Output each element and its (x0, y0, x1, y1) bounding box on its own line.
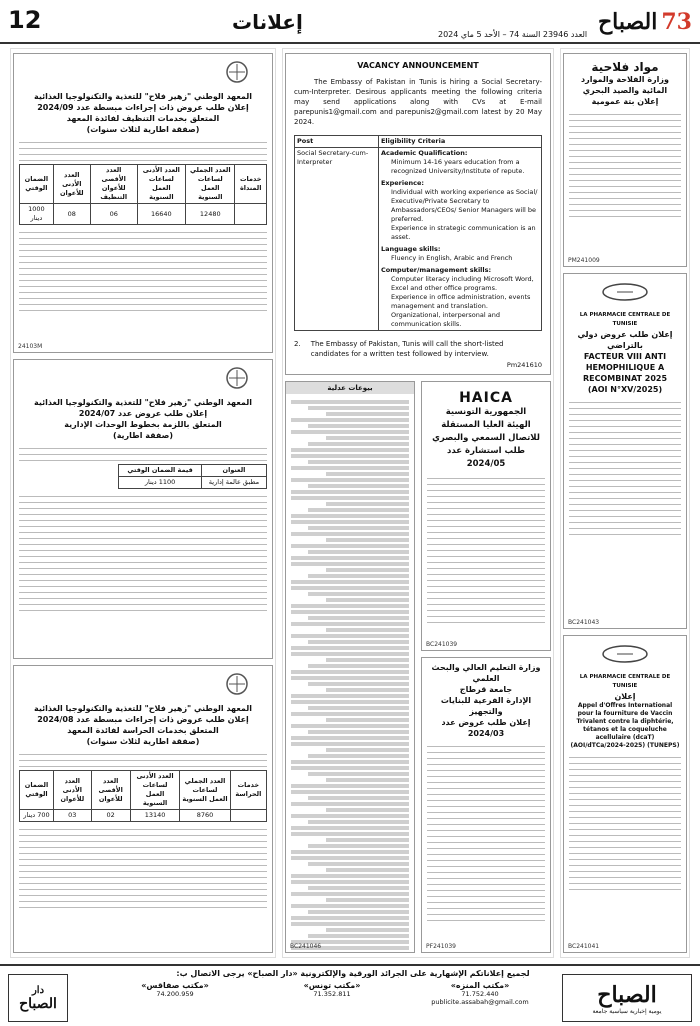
ad-subtitle: المتعلق بخدمات التنظيف لفائدة المعهد (66, 114, 220, 123)
criteria-item: Experience in strategic communication is an asset. (390, 224, 536, 241)
footer-logo-word: الصباح (597, 981, 657, 1008)
ad-subtitle: الهيئة العليا المستقلة للاتصال السمعي والبصري (432, 420, 540, 443)
ad-subtitle: إعلان طلب عروض ذات إجراءات مبسطة عدد 2024/09 (37, 103, 249, 112)
note-number: 2. (294, 340, 301, 348)
ad-reference: BC241043 (568, 619, 600, 626)
table-cell: 16640 (137, 204, 186, 225)
ad-reference: BC241039 (426, 641, 458, 648)
table-cell: 06 (90, 204, 137, 225)
ad-agricultural (563, 53, 687, 267)
office-sfax (100, 982, 250, 998)
table-header: خدمات المنداة (235, 165, 267, 204)
emblem-icon (207, 670, 267, 698)
ad-subtitle: (صفقة اطارية لثلاث سنوات) (86, 125, 200, 134)
sales-heading: بيوعات عدلية (286, 382, 414, 394)
ad-title: المعهد الوطني "زهير فلاح" للتغذية والتكنولوجيا الغذائية (34, 92, 252, 101)
logo2-word: الصباح (19, 995, 57, 1012)
criteria-item: Minimum 14-16 years education from a recognized University/Institute of repute. (390, 158, 525, 175)
table-header: العدد الأقصى للأعوان التنظيف (90, 165, 137, 204)
ad-body-text (19, 228, 267, 311)
table-header: العدد الأدنى للأعوان (54, 771, 92, 810)
table-header: Eligibility Criteria (378, 136, 541, 148)
criteria-heading: Academic Qualification: (380, 149, 468, 157)
pharmacie-logo-icon (595, 278, 655, 306)
ad-subtitle: (AOI/dTCa/2024-2025) (TUNEPS) (570, 742, 680, 749)
pharmacie-name: LA PHARMACIE CENTRALE DE TUNISIE (579, 674, 671, 689)
post-cell: Social Secretary-cum- Interpreter (295, 148, 379, 331)
office-menzah (410, 982, 550, 1006)
ad-subtitle: إعلان بتة عمومية (591, 97, 659, 106)
table-header: العدد الأدنى للأعوان (53, 165, 90, 204)
guarantee-table (118, 464, 267, 489)
ad-haica (421, 381, 551, 651)
table-cell: 12480 (186, 204, 235, 225)
table-header: العدد الجملي لساعات العمل السنوية (180, 771, 230, 810)
ad-subtitle: جامعة قرطاج (459, 685, 513, 694)
logo2-top: دار (31, 984, 45, 996)
table-cell: 08 (53, 204, 90, 225)
ad-subtitle: إعلان طلب عروض عدد 2024/07 (78, 409, 208, 418)
office-tunis (262, 982, 402, 998)
ad-reference: BC241041 (568, 943, 600, 950)
ad-institute-insurance (13, 359, 273, 659)
ad-reference: Pm241610 (506, 361, 542, 369)
table-cell: 700 دينار (20, 810, 54, 822)
emblem-icon (207, 364, 267, 392)
ad-institute-security (13, 665, 273, 953)
ad-pharmacie-vaccine (563, 635, 687, 953)
table-header: خدمات الحراسة (230, 771, 266, 810)
table-cell: 03 (54, 810, 92, 822)
ad-title: المعهد الوطني "زهير فلاح" للتغذية والتكنولوجيا الغذائية (34, 398, 252, 407)
criteria-heading: Experience: (380, 179, 424, 187)
table-cell: مطبق عالمة إدارية (201, 477, 266, 489)
ad-subtitle: الإدارة الفرعية للبنايات والتجهيز (440, 696, 532, 716)
criteria-item: Organizational, interpersonal and communication skills. (390, 311, 500, 328)
criteria-item: Fluency in English, Arabic and French (390, 254, 513, 262)
page-footer (0, 964, 700, 1026)
ad-subtitle: (صفقة اطارية) (113, 431, 173, 440)
table-header: العدد الجملي لساعات العمل السنوية (186, 165, 235, 204)
table-header: العدد الأدنى لساعات العمل السنوية (137, 165, 186, 204)
ad-reference: 24103M (18, 343, 43, 350)
office-phone: 71.352.811 (313, 990, 351, 998)
ad-subtitle: وزارة الفلاحة والموارد المائية والصيد البحري (581, 75, 669, 95)
criteria-cell (378, 148, 541, 331)
table-cell: 8760 (180, 810, 230, 822)
ad-subtitle: المتعلق باللزمة بخطوط الوحدات الإدارية (64, 420, 222, 429)
table-header: Post (295, 136, 379, 148)
table-cell: 1100 دينار (119, 477, 202, 489)
right-column (560, 48, 690, 958)
vacancy-note (294, 339, 542, 359)
footer-banner: لجميع إعلاناتكم الإشهارية على الجرائد الورقية والإلكترونية «دار الصباح» يرجى الاتصال ب: (176, 969, 530, 978)
criteria-heading: Language skills: (380, 245, 441, 253)
table-cell (230, 810, 266, 822)
ad-legal-sales (285, 381, 415, 953)
ad-title: إعلان (614, 692, 636, 701)
issue-info: العدد 23946 السنة 74 – الأحد 5 ماي 2024 (438, 30, 588, 39)
ad-subtitle: إعلان طلب عروض عدد 2024/03 (441, 718, 531, 738)
pharmacie-logo-icon (595, 640, 655, 668)
ad-subtitle: (صفقة اطارية لثلاث سنوات) (86, 737, 200, 746)
ad-reference: PM241009 (568, 257, 600, 264)
ad-pharmacie-factor (563, 273, 687, 629)
ad-body-text (569, 398, 681, 535)
page-number: 12 (8, 6, 42, 34)
ad-subtitle: المتعلق بخدمات الحراسة لفائدة المعهد (67, 726, 219, 735)
criteria-item: Experience in office administration, events management and translation. (390, 293, 531, 310)
ad-reference: PF241039 (426, 943, 456, 950)
office-phone: 71.752.440 (461, 990, 499, 998)
middle-column (282, 48, 554, 958)
office-email: publicite.assabah@gmail.com (431, 998, 529, 1006)
logo-word: الصباح (597, 9, 658, 35)
criteria-item: Individual with working experience as Social/ Executive/Private Secretary to Ambassadors/CEOs/ Senior Managers will be preferred. (390, 188, 538, 223)
table-cell: 13140 (130, 810, 180, 822)
table-cell: 02 (91, 810, 130, 822)
ad-university (421, 657, 551, 953)
ad-body-text (19, 444, 267, 461)
pharmacie-name: LA PHARMACIE CENTRALE DE TUNISIE (579, 312, 671, 327)
vacancy-body: The Embassy of Pakistan in Tunis is hiring a Social Secretary-cum-Interpreter. Desirous applicants meeting the following criteria may send applications along with CVs at E-mail parepunis1@gmail.com and parepunis2@gmail.com latest by 20 May 2024. (294, 78, 542, 126)
ad-body-text (19, 825, 267, 908)
ad-body-text (19, 750, 267, 767)
table-header: العدد الأقصى للأعوان (91, 771, 130, 810)
criteria-heading: Computer/management skills: (380, 266, 492, 274)
ad-subtitle: RECOMBINAT 2025 (582, 374, 668, 383)
table-header: العدد الأدنى لساعات العمل السنوية (130, 771, 180, 810)
table-cell (235, 204, 267, 225)
ad-institute-cleaning (13, 53, 273, 353)
ad-body-text (569, 753, 681, 890)
ad-reference: BC241046 (290, 943, 322, 950)
table-header: قيمة الضمان الوقتي (119, 465, 202, 477)
ad-title: المعهد الوطني "زهير فلاح" للتغذية والتكنولوجيا الغذائية (34, 704, 252, 713)
table-header: العنوان (201, 465, 266, 477)
services-table (19, 770, 267, 822)
page-header (0, 0, 700, 44)
left-column (10, 48, 276, 958)
ad-title: مواد فلاحية (591, 60, 659, 74)
ad-subtitle: طلب استشارة عدد 2024/05 (447, 446, 525, 469)
dar-assabah-logo (8, 974, 68, 1022)
ad-subtitle: إعلان طلب عروض ذات إجراءات مبسطة عدد 2024/08 (37, 715, 249, 724)
haica-logo: HAICA (459, 390, 513, 406)
table-cell: 1000 دينار (20, 204, 54, 225)
logo-number: 73 (661, 9, 692, 35)
vacancy-table (294, 135, 542, 331)
footer-logo (562, 974, 692, 1022)
table-header: الضمان الوقتي (20, 165, 54, 204)
ad-body-text (427, 742, 545, 921)
ad-subtitle: FACTEUR VIII ANTI HEMOPHILIQUE A (583, 352, 667, 372)
criteria-item: Computer literacy including Microsoft Word, Excel and other office programs. (390, 275, 534, 292)
ad-title: الجمهورية التونسية (445, 407, 527, 417)
vacancy-title: VACANCY ANNOUNCEMENT (357, 61, 479, 70)
ad-body-text (19, 138, 267, 161)
ad-title: وزارة التعليم العالي والبحث العلمي (431, 663, 541, 683)
ad-subtitle: (AOI N°XV/2025) (587, 385, 663, 394)
table-header: الضمان الوقتي (20, 771, 54, 810)
ad-body-text (19, 492, 267, 611)
office-phone: 74.200.959 (156, 990, 194, 998)
newspaper-logo (532, 4, 692, 40)
ad-subtitle: Appel d'Offres International pour la fourniture de Vaccin Trivalent contre la diphtérie, tétanos et la coqueluche acellulaire (dcaT) (576, 702, 674, 741)
ad-title: إعلان طلب عروض دولي بالتراضي (577, 330, 673, 350)
office-title: «مكتب تونس» (303, 981, 361, 990)
office-title: «مكتب المنزه» (450, 981, 510, 990)
note-text: The Embassy of Pakistan, Tunis will call the short-listed candidates for a written test followed by interview. (310, 340, 504, 358)
ad-body-text (427, 474, 545, 623)
section-title: إعلانات (232, 10, 303, 34)
footer-tagline: يومية إخبارية سياسية جامعة (592, 1007, 662, 1015)
ad-body-text (569, 110, 681, 217)
office-title: «مكتب صفاقس» (141, 981, 209, 990)
services-table (19, 164, 267, 225)
ad-vacancy (285, 53, 551, 375)
emblem-icon (207, 58, 267, 86)
